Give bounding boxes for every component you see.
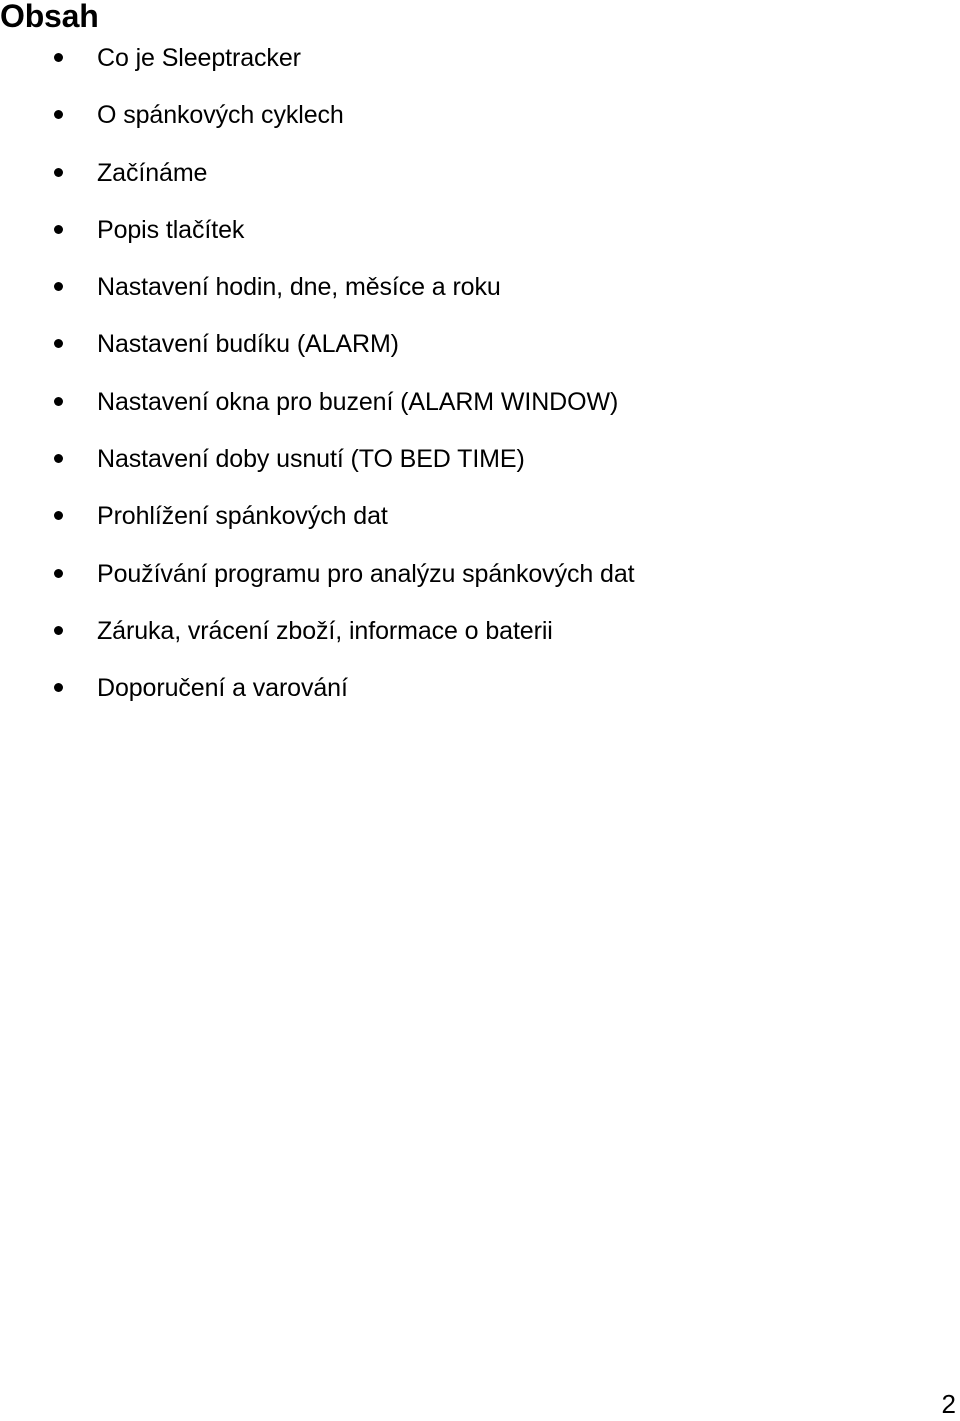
bullet-icon <box>54 626 63 635</box>
bullet-icon <box>54 511 63 520</box>
page-number: 2 <box>941 1389 956 1419</box>
bullet-icon <box>54 53 63 62</box>
bullet-icon <box>54 168 63 177</box>
bullet-icon <box>54 569 63 578</box>
page-title: Obsah <box>0 0 99 34</box>
list-item-text: Co je Sleeptracker <box>97 44 301 72</box>
bullet-icon <box>54 282 63 291</box>
list-item-text: Používání programu pro analýzu spánkových dat <box>97 559 635 588</box>
list-item-text: Začínáme <box>97 158 208 187</box>
list-item-text: O spánkových cyklech <box>97 101 344 130</box>
list-item-text: Nastavení okna pro buzení (ALARM WINDOW) <box>97 387 619 416</box>
list-item-text: Záruka, vrácení zboží, informace o baterii <box>97 616 553 645</box>
list-item-text: Nastavení doby usnutí (TO BED TIME) <box>97 445 525 474</box>
list-item-text: Doporučení a varování <box>97 674 348 703</box>
list-item-text: Popis tlačítek <box>97 215 245 244</box>
bullet-icon <box>54 454 63 463</box>
list-item-text: Nastavení budíku (ALARM) <box>97 330 399 359</box>
bullet-icon <box>54 683 63 692</box>
list-item-text: Nastavení hodin, dne, měsíce a roku <box>97 273 501 302</box>
bullet-icon <box>54 225 63 234</box>
bullet-icon <box>54 339 63 348</box>
bullet-icon <box>54 110 63 119</box>
list-item-text: Prohlížení spánkových dat <box>97 502 388 531</box>
bullet-icon <box>54 397 63 406</box>
